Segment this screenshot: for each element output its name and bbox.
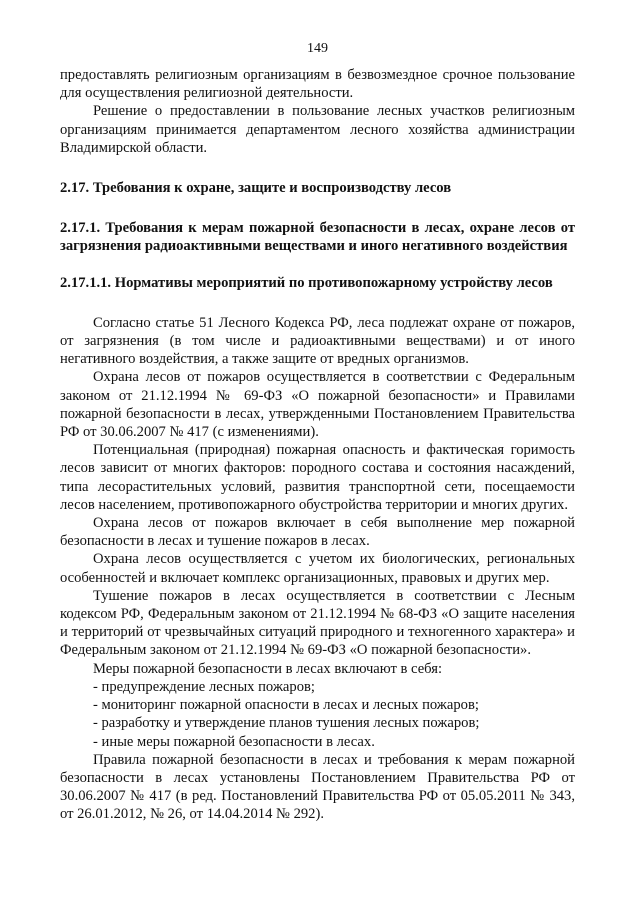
- page-content: [60, 66, 575, 824]
- list-item: - мониторинг пожарной опасности в лесах и лесных пожаров;: [93, 697, 479, 714]
- paragraph: Охрана лесов осуществляется с учетом их биологических, региональных особенностей и включает комплекс организационных, правовых и других мер.: [60, 551, 575, 586]
- paragraph: Охрана лесов от пожаров осуществляется в соответствии с Федеральным законом от 21.12.1994 № 69-ФЗ «О пожарной безопасности» и Правилами пожарной безопасности в лесах, утвержденными Постановлением Правительства РФ от 30.06.2007 № 417 (с изменениями).: [60, 369, 575, 441]
- paragraph: Охрана лесов от пожаров включает в себя выполнение мер пожарной безопасности в лесах и тушение пожаров в лесах.: [60, 515, 575, 550]
- list-item: - иные меры пожарной безопасности в лесах.: [93, 733, 375, 750]
- paragraph-continuation: предоставлять религиозным организациям в безвозмездное срочное пользование для осуществления религиозной деятельности.: [60, 67, 575, 102]
- paragraph: Согласно статье 51 Лесного Кодекса РФ, леса подлежат охране от пожаров, от загрязнения (в том числе и радиоактивными веществами) и от иного негативного воздействия, а также защите от вредных организмов.: [60, 314, 575, 368]
- paragraph: Меры пожарной безопасности в лесах включают в себя:: [93, 660, 442, 677]
- list-item: - предупреждение лесных пожаров;: [93, 678, 315, 695]
- page-number: 149: [307, 41, 328, 56]
- section-heading-2-17-1: 2.17.1. Требования к мерам пожарной безопасности в лесах, охране лесов от загрязнения радиоактивными веществами и иного негативного воздействия: [60, 220, 575, 255]
- paragraph: Решение о предоставлении в пользование лесных участков религиозным организациям принимается департаментом лесного хозяйства администрации Владимирской области.: [60, 103, 575, 156]
- paragraph-closing: Правила пожарной безопасности в лесах и требования к мерам пожарной безопасности в лесах установлены Постановлением Правительства РФ от 30.06.2007 № 417 (в ред. Постановлений Правительства РФ от 05.05.2011 № 343, от 26.01.2012, № 26, от 14.04.2014 № 292).: [60, 751, 575, 823]
- list-item: - разработку и утверждение планов тушения лесных пожаров;: [93, 715, 480, 732]
- section-heading-2-17-1-1: 2.17.1.1. Нормативы мероприятий по противопожарному устройству лесов: [60, 274, 553, 291]
- section-heading-2-17: 2.17. Требования к охране, защите и воспроизводству лесов: [60, 180, 452, 197]
- paragraph: Тушение пожаров в лесах осуществляется в соответствии с Лесным кодексом РФ, Федеральным законом от 21.12.1994 № 68-ФЗ «О защите населения и территорий от чрезвычайных ситуаций природного и техногенного характера» и Федеральным законом от 21.12.1994 № 69-ФЗ «О пожарной безопасности».: [60, 587, 575, 659]
- paragraph: Потенциальная (природная) пожарная опасность и фактическая горимость лесов зависит от многих факторов: породного состава и состояния насаждений, типа лесорастительных условий, развития транспортной сети, посещаемости лесов населением, противопожарного обустройства территории и многих других.: [60, 442, 575, 513]
